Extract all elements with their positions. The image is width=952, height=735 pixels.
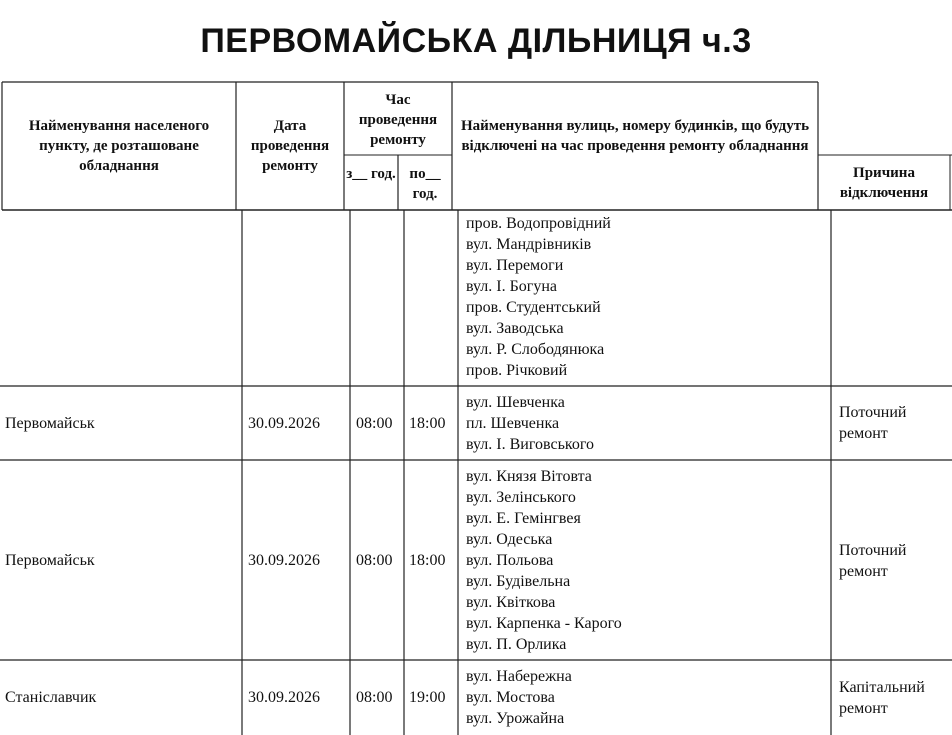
list-item: вул. Е. Гемінгвея xyxy=(466,510,581,527)
header-time: Час проведення ремонту xyxy=(358,92,438,148)
header-locality: Найменування населеного пункту, де розташоване обладнання xyxy=(28,118,210,174)
row-locality: Первомайськ xyxy=(5,415,95,432)
street-list xyxy=(466,666,572,729)
street-list xyxy=(466,392,594,455)
list-item: вул. Мостова xyxy=(466,689,555,706)
row-date: 30.09.2026 xyxy=(248,415,320,432)
list-item: вул. П. Орлика xyxy=(466,636,567,653)
header-streets: Найменування вулиць, номеру будинків, що будуть відключені на час проведення ремонту обладнання xyxy=(460,118,810,154)
list-item: пров. Річковий xyxy=(466,362,568,379)
header-date: Дата проведення ремонту xyxy=(250,118,330,174)
row-date: 30.09.2026 xyxy=(248,552,320,569)
list-item: вул. Шевченка xyxy=(466,394,565,411)
header-reason: Причина відключення xyxy=(839,165,929,201)
header-to: по__ год. xyxy=(409,166,441,202)
row-reason: Капітальний ремонт xyxy=(839,679,925,717)
list-item: вул. Князя Вітовта xyxy=(466,468,592,485)
list-item: вул. Набережна xyxy=(466,668,572,685)
street-list xyxy=(466,466,622,655)
street-list xyxy=(466,213,611,381)
list-item: вул. Заводська xyxy=(466,320,564,337)
list-item: вул. Р. Слободянюка xyxy=(466,341,605,358)
row-reason: Поточний ремонт xyxy=(839,542,907,580)
row-time-from: 08:00 xyxy=(356,415,393,432)
header-from: з__ год. xyxy=(346,166,396,182)
list-item: вул. І. Виговського xyxy=(466,436,594,453)
row-reason: Поточний ремонт xyxy=(839,404,907,442)
list-item: вул. Карпенка - Карого xyxy=(466,615,622,632)
row-time-to: 19:00 xyxy=(409,689,446,706)
list-item: вул. Одеська xyxy=(466,531,553,548)
row-locality: Станіславчик xyxy=(5,689,97,706)
list-item: вул. Перемоги xyxy=(466,257,564,274)
list-item: вул. Мандрівників xyxy=(466,236,592,253)
list-item: пл. Шевченка xyxy=(466,415,560,432)
list-item: вул. Польова xyxy=(466,552,554,569)
row-locality: Первомайськ xyxy=(5,552,95,569)
list-item: вул. Урожайна xyxy=(466,710,565,727)
list-item: вул. І. Богуна xyxy=(466,278,558,295)
row-time-to: 18:00 xyxy=(409,415,446,432)
row-time-from: 08:00 xyxy=(356,552,393,569)
list-item: вул. Квіткова xyxy=(466,594,556,611)
page-title: ПЕРВОМАЙСЬКА ДІЛЬНИЦЯ ч.3 xyxy=(200,22,752,60)
row-time-from: 08:00 xyxy=(356,689,393,706)
list-item: вул. Будівельна xyxy=(466,573,571,590)
list-item: пров. Студентський xyxy=(466,299,601,316)
list-item: вул. Зелінського xyxy=(466,489,576,506)
row-date: 30.09.2026 xyxy=(248,689,320,706)
row-time-to: 18:00 xyxy=(409,552,446,569)
list-item: пров. Водопровідний xyxy=(466,215,611,232)
